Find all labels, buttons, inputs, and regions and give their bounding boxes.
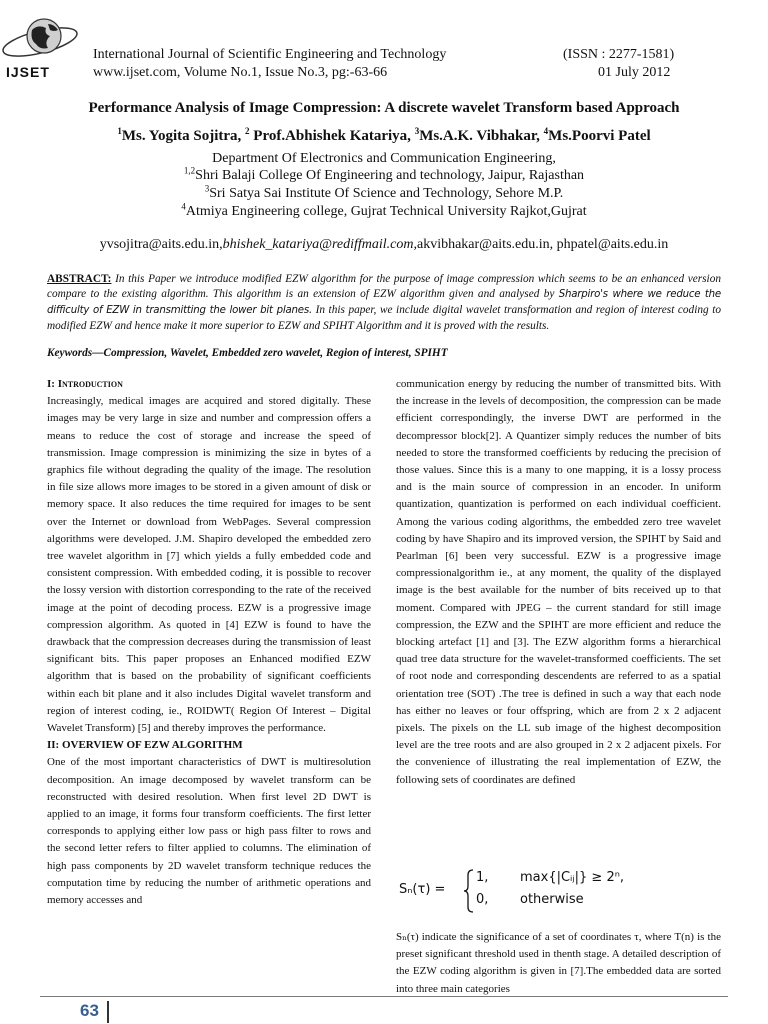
abstract-text-1: In this Paper we introduce modified EZW algorithm for the purpose of image compression which seems to be an enhanced version compare to the existing algorithm. This algorithm is an extension of EZW algorithm given and analysed by — [47, 273, 721, 300]
author-3: Ms.A.K. Vibhakar, — [419, 128, 544, 144]
author-2-sup: 2 — [245, 126, 250, 136]
abstract-text-2: In this paper, we include digital wavelet transformation and region of interest coding to modified EZW and hence make it more superior to EZW and SPIHT Algorithm and it is proved with the results. — [47, 303, 721, 332]
right-column-paragraph-2: Sₙ(τ) indicate the significance of a set of coordinates τ, where T(n) is the preset significant threshold used in thenth stage. A detailed description of the EZW coding algorithm is given in [7].The embedded data are sorted into three main categories — [396, 931, 721, 995]
abstract — [47, 272, 721, 334]
logo-wordmark: IJSET — [6, 64, 50, 80]
affiliation-4 — [0, 203, 768, 221]
email-1: yvsojitra@aits.edu.in, — [99, 237, 223, 252]
author-4-sup: 4 — [543, 126, 549, 136]
email-2: bhishek_katariya@rediffmail.com, — [222, 237, 417, 252]
affiliation-1-2 — [0, 167, 768, 185]
abstract-label: ABSTRACT: — [47, 273, 112, 285]
affiliation-3 — [0, 185, 768, 203]
equation-case1-condition: max{|Cᵢⱼ|} ≥ 2ⁿ, — [520, 870, 625, 885]
author-3-sup: 3 — [414, 126, 420, 136]
affiliation-3-text: Sri Satya Sai Institute Of Science and Technology, Sehore M.P. — [209, 186, 564, 201]
affiliation-department: Department Of Electronics and Communication Engineering, — [212, 151, 556, 166]
paper-title: Performance Analysis of Image Compression: A discrete wavelet Transform based Approach — [88, 100, 680, 116]
affiliation-4-sup: 4 — [181, 201, 186, 212]
globe-logo-icon — [0, 14, 92, 70]
author-list — [0, 128, 768, 145]
author-emails — [0, 236, 768, 254]
equation-case1-value: 1, — [476, 870, 489, 885]
affiliation-1-2-text: Shri Balaji College Of Engineering and technology, Jaipur, Rajasthan — [195, 168, 585, 183]
journal-issue-info: www.ijset.com, Volume No.1, Issue No.3, pg:-63-66 — [93, 65, 388, 80]
intro-heading: Introduction — [57, 378, 123, 390]
left-column — [47, 376, 371, 909]
author-4: Ms.Poorvi Patel — [548, 128, 651, 144]
author-1-sup: 1 — [117, 126, 122, 136]
abstract-text-handwritten: Sharpiro's where we reduce the difficulty of EZW in transmitting the lower bit planes. — [47, 288, 721, 316]
email-3: akvibhakar@aits.edu.in, phpatel@aits.edu.in — [416, 237, 669, 252]
section-heading-introduction — [47, 376, 371, 393]
page-number: 63 — [80, 1001, 99, 1020]
right-column-paragraph: communication energy by reducing the number of transmitted bits. With the increase in the levels of decomposition, the compression can be made efficient correspondingly, the inverse DWT are performed in the decompressor block[2]. A Quantizer simply reduces the number of bits needed to store the transformed coefficients by reducing the precision of those values. Since this is a many to one mapping, it is a lossy process and is the main source of compression in an encoder. In uniform quantization, quantization is performed on each individual coefficient. Among the various coding algorithms, the embedded zero tree wavelet coding by have Shapiro and its improved version, the SPIHT by Said and Pearlman [6] been very successful. EZW is a progressive image compressionalgorithm ie., at any moment, the quality of the displayed image is the best available for the number of bits received up to that moment. Compared with JPEG – the current standard for still image compression, the EZW and the SPIHT are more efficient and reduce the blocking artefact [1] and [3]. The EZW algorithm forms a hierarchical quad tree data structure for the wavelet-transformed coefficients. The set of root node and corresponding descendents are referred to as a spatial orientation tree (SOT) .The tree is defined in such a way that each node has either no leaves or four offspring, which are from 2 x 2 adjacent pixels. The pixels on the LL sub image of the highest decomposition level are the tree roots and are also grouped in 2 x 2 adjacent pixels. For the convenience of illustrating the real implementation of EZW, the following sets of coordinates are defined — [396, 378, 721, 786]
equation-case2-value: 0, — [476, 892, 489, 907]
affiliation-3-sup: 3 — [204, 183, 210, 194]
author-1: Ms. Yogita Sojitra, — [121, 128, 246, 144]
affiliation-4-text: Atmiya Engineering college, Gujrat Technical University Rajkot,Gujrat — [185, 204, 587, 219]
overview-paragraph: One of the most important characteristics of DWT is multiresolution decomposition. An image decomposed by wavelet transform can be reconstructed with desired resolution. When first level 2D DWT is applied to an image, it forms four transform coefficients. The first letter corresponds to applying either low pass or high pass filter to rows and the second letter refers to filter applied to columns. The elimination of high pass components by 2D wavelet transform technique reduces the computation time by reducing the number of arithmetic operations and memory accesses and — [47, 756, 371, 907]
footer-divider — [40, 996, 728, 997]
equation-lhs: Sₙ(τ) = — [399, 882, 446, 897]
intro-paragraph: Increasingly, medical images are acquired and stored digitally. These images may be very large in size and number and compression offers a means to reduce the cost of storage and increase the speed of transmission. Image compression is minimizing the size in bytes of a graphics file without degrading the quality of the image. The resolution in file size allows more images to be stored in a given amount of disk or memory space. It also reduces the time required for images to be sent over the Internet or download from WebPages. Several compression algorithms were developed. J.M. Shapiro developed the embedded zero tree wavelet algorithm in [7] which yields a fully embedded code and consistent compression. With embedded coding, it is possible to recover the lossy version with distortion corresponding to the rate of the received image at the point of decoding process. EZW is a progressive image compression algorithm. As quoted in [4] EZW is found to have the drawback that the compression decreases during the transmission of least significant bits. This paper proposes an Enhanced modified EZW algorithm that is based on the probability of significant coefficients within each bit plane and it also includes Digital wavelet transform and region of interest coding, ie., ROIDWT( Region Of Interest – Digital Wavelet Transform) [5] and thereby improves the performance. — [47, 395, 371, 735]
issn: (ISSN : 2277-1581) — [563, 47, 675, 62]
left-brace-icon — [464, 869, 474, 913]
intro-number: I: — [47, 378, 58, 390]
publication-date: 01 July 2012 — [598, 65, 671, 80]
affiliation-1-2-sup: 1,2 — [183, 165, 196, 176]
journal-title: International Journal of Scientific Engineering and Technology — [93, 47, 447, 62]
keywords: Keywords—Compression, Wavelet, Embedded zero wavelet, Region of interest, SPIHT — [47, 347, 448, 359]
page-number-bar — [107, 1001, 109, 1023]
equation-case2-condition: otherwise — [520, 892, 584, 907]
author-2: Prof.Abhishek Katariya, — [249, 128, 415, 144]
significance-equation — [396, 866, 721, 916]
section-heading-overview: II: OVERVIEW OF EZW ALGORITHM — [47, 739, 243, 752]
